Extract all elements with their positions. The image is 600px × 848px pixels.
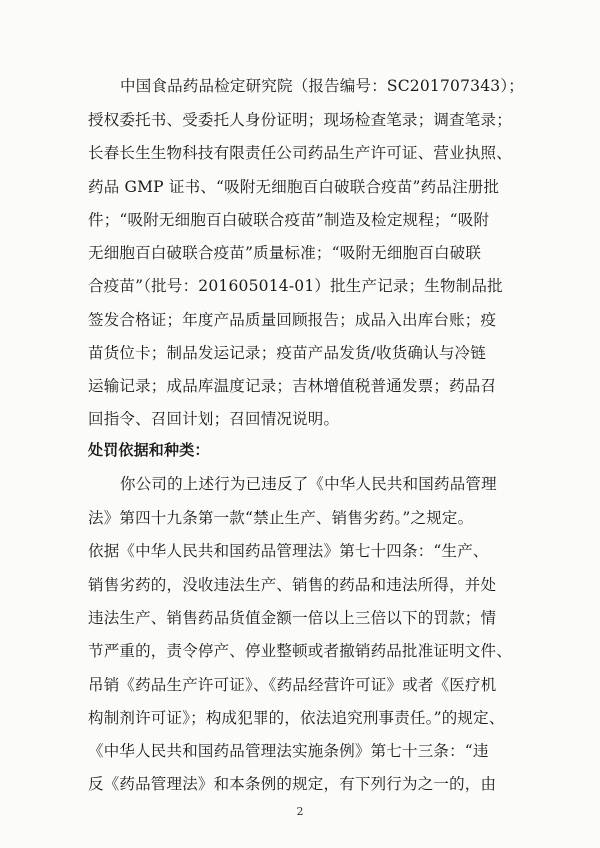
text-line: 法》第四十九条第一款“禁止生产、销售劣药。”之规定。 bbox=[88, 509, 474, 527]
text-line: 节严重的，责令停产、停业整顿或者撤销药品批准证明文件、 bbox=[88, 642, 512, 660]
text-line: 《中华人民共和国药品管理法实施条例》第七十三条：“违 bbox=[88, 742, 489, 760]
text-line: 销售劣药的，没收违法生产、销售的药品和违法所得，并处 bbox=[88, 576, 497, 594]
text-line: 构制剂许可证》；构成犯罪的，依法追究刑事责任。”的规定、 bbox=[88, 709, 505, 727]
text-line: 运输记录；成品库温度记录；吉林增值税普通发票；药品召 bbox=[88, 377, 497, 395]
text-line: 药品 GMP 证书、“吸附无细胞百白破联合疫苗”药品注册批 bbox=[88, 178, 500, 196]
text-line: 无细胞百白破联合疫苗”质量标准；“吸附无细胞百白破联 bbox=[88, 244, 482, 262]
text-line: 长春长生生物科技有限责任公司药品生产许可证、营业执照、 bbox=[88, 144, 512, 162]
text-line: 合疫苗”（批号：201605014-01）批生产记录；生物制品批 bbox=[88, 277, 503, 295]
text-line: 件；“吸附无细胞百白破联合疫苗”制造及检定规程；“吸附 bbox=[88, 211, 490, 229]
text-line: 反《药品管理法》和本条例的规定，有下列行为之一的，由 bbox=[88, 775, 497, 793]
text-line: 授权委托书、受委托人身份证明；现场检查笔录；调查笔录； bbox=[88, 111, 512, 129]
text-line: 苗货位卡；制品发运记录；疫苗产品发货/收货确认与冷链 bbox=[88, 344, 486, 362]
text-line: 签发合格证；年度产品质量回顾报告；成品入出库台账；疫 bbox=[88, 311, 497, 329]
text-line: 违法生产、销售药品货值金额一倍以上三倍以下的罚款；情 bbox=[88, 609, 497, 627]
section-heading: 处罚依据和种类： bbox=[88, 441, 210, 459]
text-line: 吊销《药品生产许可证》、《药品经营许可证》或者《医疗机 bbox=[88, 676, 497, 694]
text-line: 依据《中华人民共和国药品管理法》第七十四条：“生产、 bbox=[88, 542, 489, 560]
text-line: 你公司的上述行为已违反了《中华人民共和国药品管理 bbox=[120, 475, 497, 493]
page-number: 2 bbox=[296, 805, 304, 818]
text-line: 中国食品药品检定研究院（报告编号：SC201707343）； bbox=[120, 77, 524, 95]
text-line: 回指令、召回计划；召回情况说明。 bbox=[88, 410, 340, 428]
